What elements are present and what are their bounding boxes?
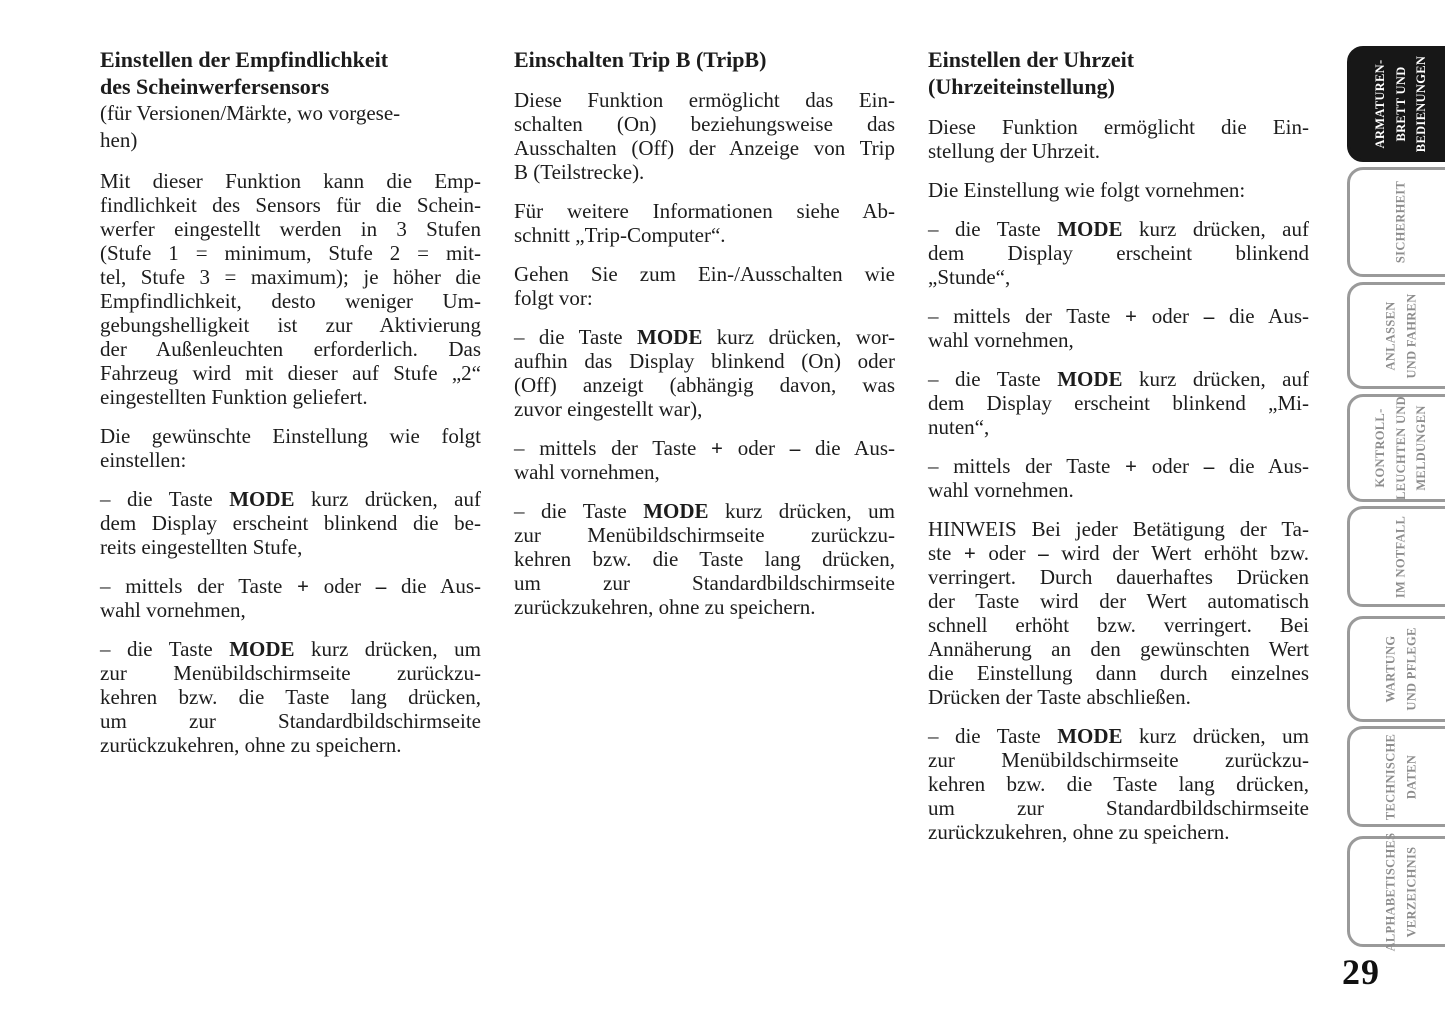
text-line: kehren bzw. die Taste lang drücken, [100,685,481,709]
text-line: zurückzukehren, ohne zu speichern. [100,733,402,757]
paragraph [928,517,1309,709]
thumb-tab-kontroll-leuchten-und-meldungen [1347,394,1445,502]
text-line: dem Display erscheint blinkend [928,241,1309,265]
paragraph [928,367,1309,439]
text-line: schalten (On) beziehungsweise das [514,112,895,136]
text-line: Für weitere Informationen siehe Ab- [514,199,895,223]
text-line: ste + oder – wird der Wert erhöht bzw. [928,541,1309,565]
text-line: – die Taste MODE kurz drücken, wor- [514,325,895,349]
text-line: tel, Stufe 3 = maximum); je höher die [100,265,481,289]
text-line: wahl vornehmen. [928,478,1074,502]
text-line: der Taste wird der Wert automatisch [928,589,1309,613]
text-line: – die Taste MODE kurz drücken, um [514,499,895,523]
text-line: wahl vornehmen, [514,460,660,484]
text-line: Fahrzeug wird mit dieser auf Stufe „2“ [100,361,481,385]
heading-line: des Scheinwerfersensors [100,74,330,99]
columns-container [100,46,1309,844]
text-line: findlichkeit des Sensors für die Schein- [100,193,481,217]
paragraph [514,262,895,310]
section-heading [928,46,1309,100]
text-line: (Stufe 1 = minimum, Stufe 2 = mit- [100,241,481,265]
text-line: der Außenleuchten erforderlich. Das [100,337,481,361]
paragraph [928,304,1309,352]
text-line: zur Menübildschirmseite zurückzu- [514,523,895,547]
paragraph [514,325,895,421]
text-line: um zur Standardbildschirmseite [514,571,895,595]
paragraph [100,637,481,757]
text-line: – die Taste MODE kurz drücken, auf [928,217,1309,241]
text-line: reits eingestellten Stufe, [100,535,303,559]
text-line: – die Taste MODE kurz drücken, auf [928,367,1309,391]
paragraph [928,115,1309,163]
text-line: „Stunde“, [928,265,1011,289]
text-line: Gehen Sie zum Ein-/Ausschalten wie [514,262,895,286]
text-line: werfer eingestellt werden in 3 Stufen [100,217,481,241]
text-line: Die gewünschte Einstellung wie folgt [100,424,481,448]
text-line: – die Taste MODE kurz drücken, um [100,637,481,661]
text-line: einstellen: [100,448,187,472]
text-line: (Off) anzeigt (abhängig davon, was [514,373,895,397]
text-line: zurückzukehren, ohne zu speichern. [514,595,816,619]
text-line: Diese Funktion ermöglicht die Ein- [928,115,1309,139]
text-line: kehren bzw. die Taste lang drücken, [928,772,1309,796]
thumb-tab-wartung-und-pflege [1347,616,1445,722]
thumb-tab-label: SICHERHEIT [1393,180,1408,264]
text-line: aufhin das Display blinkend (On) oder [514,349,895,373]
text-line: die Einstellung dann durch einzelnes [928,661,1309,685]
text-line: Drücken der Taste abschließen. [928,685,1191,709]
text-line: HINWEIS Bei jeder Betätigung der Ta- [928,517,1309,541]
thumb-tab-label: TECHNISCHE DATEN [1383,733,1418,820]
text-column [928,46,1309,844]
text-line: dem Display erscheint blinkend „Mi- [928,391,1309,415]
paragraph [928,454,1309,502]
text-line: schnell erhöht bzw. verringert. Bei [928,613,1309,637]
thumb-tab-label: IM NOTFALL [1393,515,1408,598]
paragraph [928,178,1309,202]
paragraph [100,574,481,622]
subheading-line: hen) [100,128,138,152]
text-line: – mittels der Taste + oder – die Aus- [928,454,1309,478]
text-line: nuten“, [928,415,990,439]
text-line: Annäherung an den gewünschten Wert [928,637,1309,661]
text-line: zur Menübildschirmseite zurückzu- [928,748,1309,772]
text-line: Ausschalten (Off) der Anzeige von Trip [514,136,895,160]
thumb-tab-technische-daten [1347,726,1445,827]
text-line: Diese Funktion ermöglicht das Ein- [514,88,895,112]
thumb-tab-alphabetisches-verzeichnis [1347,832,1445,951]
text-line: gebungshelligkeit ist zur Aktivierung [100,313,481,337]
text-line: stellung der Uhrzeit. [928,139,1101,163]
heading-line: Einstellen der Empfindlichkeit [100,47,389,72]
text-line: – mittels der Taste + oder – die Aus- [100,574,481,598]
thumb-tab-label: WARTUNG UND PFLEGE [1383,627,1418,711]
text-line: zuvor eingestellt war), [514,397,703,421]
text-line: kehren bzw. die Taste lang drücken, [514,547,895,571]
section-heading [514,46,895,73]
text-line: – mittels der Taste + oder – die Aus- [514,436,895,460]
text-line: zur Menübildschirmseite zurückzu- [100,661,481,685]
text-line: verringert. Durch dauerhaftes Drücken [928,565,1309,589]
thumb-tab-label: ALPHABETISCHES VERZEICHNIS [1383,832,1418,951]
paragraph [514,499,895,619]
text-line: – mittels der Taste + oder – die Aus- [928,304,1309,328]
paragraph [100,424,481,472]
paragraph [928,724,1309,844]
thumb-tab-armaturen-brett-und-bedienungen [1347,46,1445,162]
paragraph [514,199,895,247]
thumb-tab-label: ANLASSEN UND FAHREN [1383,292,1418,379]
text-column [514,46,895,844]
heading-line: Einschalten Trip B (TripB) [514,47,767,72]
paragraph [928,217,1309,289]
heading-line: (Uhrzeiteinstellung) [928,74,1115,99]
paragraph [514,436,895,484]
section-heading [100,46,481,154]
text-line: Empfindlichkeit, desto weniger Um- [100,289,481,313]
text-line: schnitt „Trip-Computer“. [514,223,726,247]
text-line: wahl vornehmen, [928,328,1074,352]
thumb-tab-anlassen-und-fahren [1347,282,1445,389]
text-line: Die Einstellung wie folgt vornehmen: [928,178,1246,202]
text-line: um zur Standardbildschirmseite [100,709,481,733]
paragraph [100,169,481,409]
page-number: 29 [1342,952,1380,992]
paragraph [100,487,481,559]
thumb-tab-label: ARMATUREN- BRETT UND BEDIENUNGEN [1372,55,1429,153]
text-line: B (Teilstrecke). [514,160,645,184]
text-line: – die Taste MODE kurz drücken, um [928,724,1309,748]
text-line: um zur Standardbildschirmseite [928,796,1309,820]
text-line: dem Display erscheint blinkend die be- [100,511,481,535]
thumb-tab-sicherheit [1347,167,1445,277]
text-line: wahl vornehmen, [100,598,246,622]
thumb-tab-im-notfall [1347,506,1445,607]
text-column [100,46,481,844]
paragraph [514,88,895,184]
text-line: – die Taste MODE kurz drücken, auf [100,487,481,511]
text-line: folgt vor: [514,286,593,310]
text-line: zurückzukehren, ohne zu speichern. [928,820,1230,844]
text-line: Mit dieser Funktion kann die Emp- [100,169,481,193]
text-line: eingestellten Funktion geliefert. [100,385,368,409]
thumb-tab-label: KONTROLL- LEUCHTEN UND MELDUNGEN [1372,396,1429,500]
heading-line: Einstellen der Uhrzeit [928,47,1135,72]
subheading-line: (für Versionen/Märkte, wo vorgese- [100,101,401,125]
